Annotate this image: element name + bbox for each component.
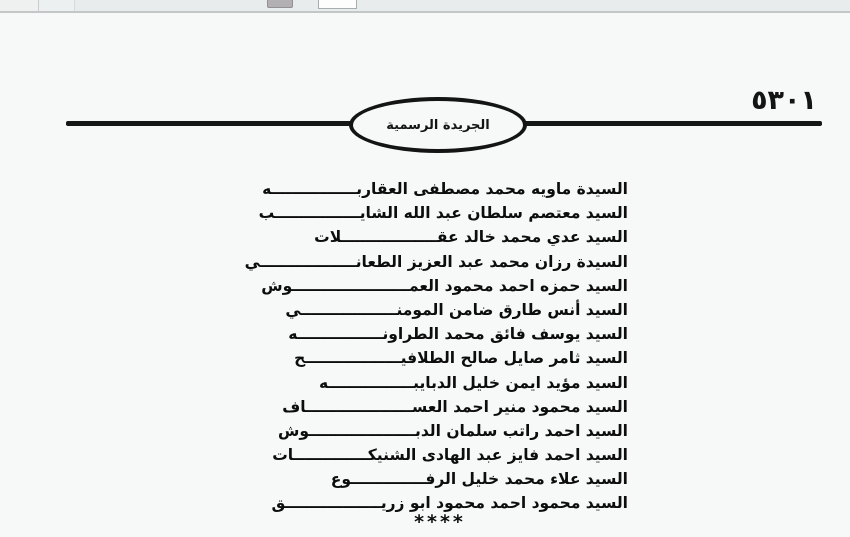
gazette-title: الجريدة الرسمية xyxy=(386,117,490,133)
name-row: السيد حمزه احمد محمود العمــــــــــــــــــــــوش xyxy=(261,276,628,295)
toolbar-segment-mid xyxy=(39,0,75,11)
name-row: السيد محمود احمد محمود ابو زريــــــــــــــــــق xyxy=(271,494,628,513)
name-row: السيد مؤيد ايمن خليل الدبايبــــــــــــــــه xyxy=(318,373,628,392)
name-row: السيد معتصم سلطان عبد الله الشايــــــــــــــــب xyxy=(258,204,628,223)
name-row: السيدة رزان محمد عبد العزيز الطعانــــــــــــــــــي xyxy=(244,252,628,271)
name-row: السيد احمد فايز عبد الهادى الشنيكــــــــــــــات xyxy=(272,446,628,465)
footer-separator: **** xyxy=(414,511,466,533)
name-row: السيد احمد راتب سلمان الدبــــــــــــــــــــوش xyxy=(277,421,628,440)
name-row: السيد ثامر صايل صالح الطلافيــــــــــــــــــح xyxy=(294,349,628,368)
name-row: السيدة ماويه محمد مصطفى العقاربــــــــــــــــه xyxy=(262,180,628,198)
toolbar-segment-left xyxy=(0,0,39,11)
name-row: السيد يوسف فائق محمد الطراونــــــــــــــــه xyxy=(288,325,628,344)
page-number: ٥٣٠١ xyxy=(751,85,817,116)
toolbar-input[interactable] xyxy=(318,0,357,9)
viewer-toolbar xyxy=(0,0,850,13)
name-row: السيد عدي محمد خالد عقــــــــــــــــــلات xyxy=(314,228,628,247)
toolbar-button[interactable] xyxy=(267,0,293,8)
name-row: السيد أنس طارق ضامن المومنــــــــــــــــــي xyxy=(285,300,628,319)
name-row: السيد علاء محمد خليل الرفــــــــــــــوع xyxy=(330,470,628,489)
gazette-header-oval xyxy=(349,97,527,153)
names-list xyxy=(198,177,628,516)
gazette-page xyxy=(0,13,850,537)
name-row: السيد محمود منير احمد العســــــــــــــــــــاف xyxy=(282,397,628,416)
